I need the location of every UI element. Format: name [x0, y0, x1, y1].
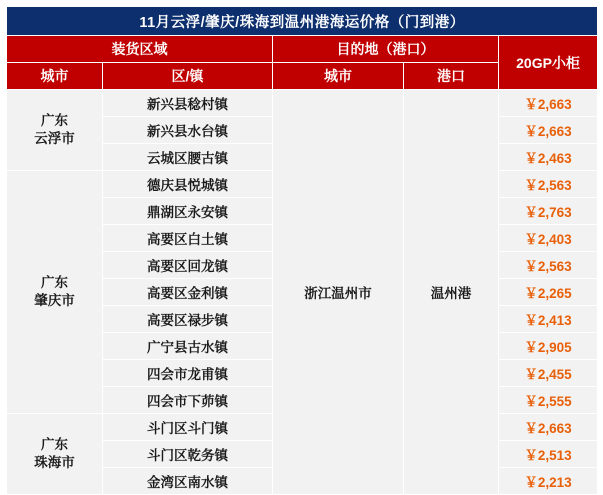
city-line-1: 广东 — [41, 436, 68, 452]
header-destination: 目的地（港口） — [273, 36, 499, 63]
price-cell: ￥2,265 — [499, 279, 598, 306]
city-line-1: 广东 — [41, 112, 68, 128]
town-cell: 高要区回龙镇 — [103, 252, 273, 279]
city-cell-zhuhai — [7, 414, 103, 495]
town-cell: 鼎湖区永安镇 — [103, 198, 273, 225]
city-line-2: 珠海市 — [34, 455, 75, 470]
town-cell: 金湾区南水镇 — [103, 468, 273, 495]
header-loading-area: 装货区域 — [7, 36, 273, 63]
town-cell: 新兴县稔村镇 — [103, 90, 273, 117]
dest-city-cell: 浙江温州市 — [273, 90, 404, 495]
town-cell: 高要区白土镇 — [103, 225, 273, 252]
town-cell: 斗门区乾务镇 — [103, 441, 273, 468]
price-cell: ￥2,763 — [499, 198, 598, 225]
price-cell: ￥2,455 — [499, 360, 598, 387]
price-cell: ￥2,555 — [499, 387, 598, 414]
city-line-2: 肇庆市 — [34, 293, 75, 308]
header-town: 区/镇 — [103, 63, 273, 90]
price-cell: ￥2,403 — [499, 225, 598, 252]
shipping-price-table — [6, 6, 598, 495]
header-price-20gp: 20GP小柜 — [499, 36, 598, 90]
town-cell: 四会市龙甫镇 — [103, 360, 273, 387]
price-cell: ￥2,663 — [499, 90, 598, 117]
city-line-2: 云浮市 — [34, 131, 75, 146]
price-cell: ￥2,513 — [499, 441, 598, 468]
header-port: 港口 — [404, 63, 499, 90]
price-cell: ￥2,413 — [499, 306, 598, 333]
town-cell: 广宁县古水镇 — [103, 333, 273, 360]
price-cell: ￥2,213 — [499, 468, 598, 495]
town-cell: 斗门区斗门镇 — [103, 414, 273, 441]
header-city: 城市 — [7, 63, 103, 90]
price-cell: ￥2,905 — [499, 333, 598, 360]
town-cell: 四会市下茆镇 — [103, 387, 273, 414]
table-row — [7, 90, 598, 117]
town-cell: 高要区金利镇 — [103, 279, 273, 306]
city-cell-zhaoqing — [7, 171, 103, 414]
town-cell: 德庆县悦城镇 — [103, 171, 273, 198]
header-group-row — [7, 36, 598, 63]
header-dest-city: 城市 — [273, 63, 404, 90]
price-cell: ￥2,663 — [499, 117, 598, 144]
price-cell: ￥2,463 — [499, 144, 598, 171]
price-cell: ￥2,663 — [499, 414, 598, 441]
table-title-row — [7, 7, 598, 36]
town-cell: 云城区腰古镇 — [103, 144, 273, 171]
dest-port-cell: 温州港 — [404, 90, 499, 495]
price-cell: ￥2,563 — [499, 252, 598, 279]
town-cell: 新兴县水台镇 — [103, 117, 273, 144]
city-line-1: 广东 — [41, 274, 68, 290]
town-cell: 高要区禄步镇 — [103, 306, 273, 333]
page-title: 11月云浮/肇庆/珠海到温州港海运价格（门到港） — [7, 7, 598, 36]
price-cell: ￥2,563 — [499, 171, 598, 198]
city-cell-yunfu — [7, 90, 103, 171]
